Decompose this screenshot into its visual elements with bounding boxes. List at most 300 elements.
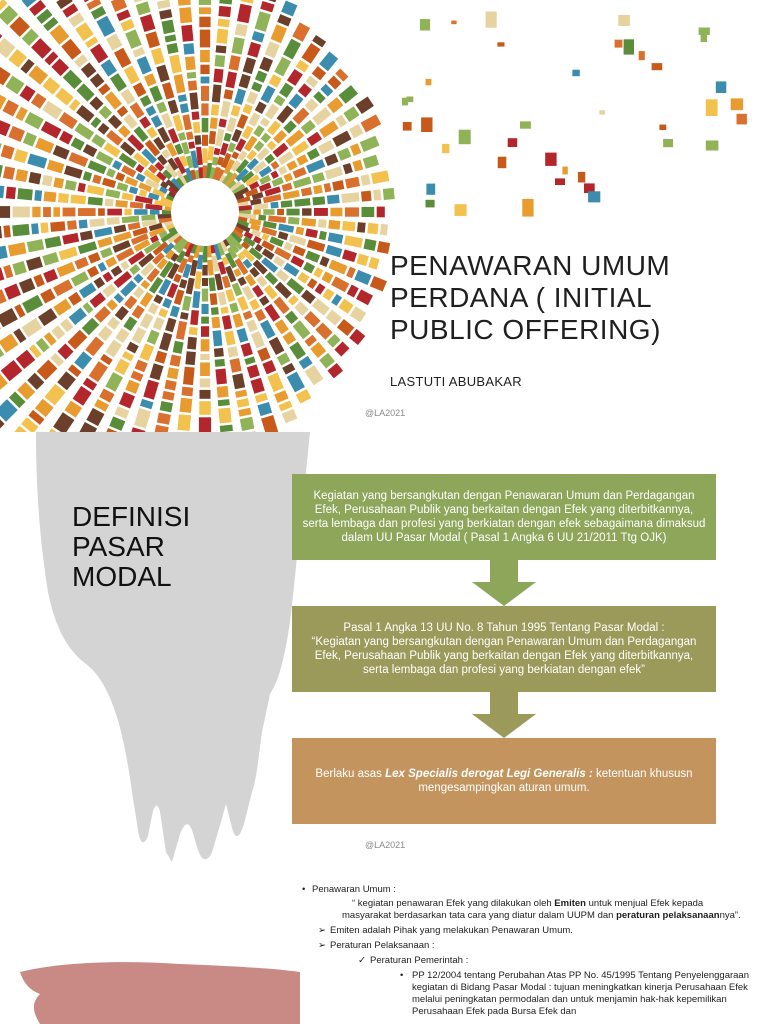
sunburst-tile: [255, 393, 268, 403]
sunburst-tile: [343, 106, 359, 122]
sunburst-tile: [301, 218, 316, 227]
sunburst-tile: [109, 416, 125, 431]
sunburst-tile: [111, 265, 123, 276]
sunburst-tile: [237, 296, 249, 311]
sunburst-tile: [321, 271, 333, 283]
sunburst-tile: [0, 267, 4, 281]
sunburst-tile: [346, 267, 356, 279]
sunburst-tile: [189, 327, 198, 335]
sunburst-tile: [301, 187, 312, 196]
sunburst-tile: [285, 311, 298, 324]
sunburst-tile: [260, 85, 275, 103]
sunburst-tile: [57, 371, 76, 390]
sunburst-tile: [338, 299, 353, 314]
sunburst-tile: [361, 191, 372, 202]
sunburst-tile: [105, 91, 122, 109]
sunburst-tile: [162, 298, 172, 309]
sunburst-tile: [79, 220, 88, 229]
sunburst-tile: [102, 284, 116, 298]
sunburst-tile: [229, 55, 241, 71]
sunburst-tile: [0, 308, 18, 327]
sunburst-tile: [114, 48, 131, 68]
sunburst-tile: [124, 209, 131, 215]
sunburst-tile: [0, 333, 19, 352]
sunburst-tile: [342, 221, 355, 231]
list-item-text: PP 12/2004 tentang Perubahan Atas PP No. 45/1995 Tentang Penyelenggaraan kegiatan di Bidang Pasar Modal : tujuan meningkatkan kinerja Perusahaan Efek melalui peningkatan permodalan dan untuk menjamin hak-hak kepemilikan Perusahaan Efek pada Bursa Efek dan: [412, 970, 749, 1017]
sunburst-tile: [0, 246, 8, 260]
sunburst-tile: [289, 234, 307, 245]
sunburst-tile: [371, 170, 389, 184]
sunburst-tile: [53, 412, 74, 432]
sunburst-tile: [350, 143, 361, 156]
sunburst-tile: [86, 408, 104, 426]
sunburst-tile: [223, 133, 231, 142]
sunburst-tile: [305, 99, 319, 113]
sunburst-tile: [29, 172, 42, 185]
sunburst-tile: [0, 185, 4, 199]
sunburst-tile: [337, 148, 351, 161]
confetti-tile: [426, 200, 435, 208]
sunburst-tile: [288, 217, 300, 225]
sunburst-tile: [361, 114, 382, 132]
section-heading: DEFINISI PASAR MODAL: [72, 501, 191, 592]
sunburst-tile: [267, 141, 277, 151]
author-name: LASTUTI ABUBAKAR: [390, 374, 522, 389]
sunburst-tile: [225, 71, 237, 88]
sunburst-tile: [246, 91, 258, 104]
sunburst-tile: [370, 276, 387, 292]
sunburst-tile: [71, 137, 85, 150]
sunburst-tile: [90, 44, 108, 64]
sunburst-tile: [158, 308, 168, 318]
sunburst-tile: [125, 380, 140, 394]
sunburst-tile: [287, 209, 300, 216]
confetti-tile: [403, 122, 412, 131]
sunburst-tile: [220, 425, 233, 432]
sunburst-tile: [183, 43, 194, 55]
sunburst-tile: [248, 113, 260, 127]
sunburst-tile: [199, 0, 211, 5]
sunburst-tile: [200, 379, 211, 388]
sunburst-tile: [262, 360, 276, 374]
sunburst-tile: [105, 372, 123, 392]
sunburst-tile: [261, 133, 271, 143]
sunburst-tile: [161, 20, 174, 35]
sunburst-tile: [140, 399, 153, 409]
sunburst-tile: [90, 117, 101, 128]
sunburst-tile: [136, 1, 151, 15]
sunburst-tile: [117, 182, 129, 191]
sunburst-tile: [269, 74, 282, 87]
sunburst-tile: [129, 186, 138, 194]
sunburst-tile: [31, 93, 47, 109]
sunburst-tile: [89, 361, 108, 382]
arrow-bullet-icon: ➢: [318, 925, 326, 936]
sunburst-tile: [122, 192, 134, 200]
sunburst-tile: [237, 328, 249, 343]
sunburst-tile: [293, 167, 307, 178]
sunburst-tile: [243, 310, 253, 319]
sunburst-tile: [258, 215, 266, 221]
sunburst-tile: [328, 232, 344, 243]
sunburst-tile: [88, 160, 107, 174]
watermark: @LA2021: [365, 840, 406, 850]
sunburst-tile: [216, 29, 228, 44]
confetti-tile: [486, 12, 497, 28]
sunburst-tile: [51, 58, 69, 76]
sunburst-tile: [22, 318, 43, 337]
sunburst-tile: [360, 136, 380, 152]
sunburst-tile: [40, 222, 48, 233]
sunburst-tile: [357, 222, 366, 233]
confetti-tile: [520, 121, 531, 128]
sunburst-tile: [187, 72, 197, 79]
sunburst-tile: [301, 43, 320, 64]
sunburst-tile: [368, 257, 379, 270]
sunburst-tile: [98, 83, 110, 95]
sunburst-tile: [125, 29, 142, 48]
sunburst-tile: [344, 235, 363, 248]
sunburst-tile: [349, 329, 365, 345]
sunburst-tile: [252, 31, 265, 43]
sunburst-tile: [130, 102, 145, 118]
confetti-tile: [599, 110, 605, 114]
sunburst-tile: [107, 217, 120, 225]
sunburst-tile: [296, 60, 309, 73]
sunburst-tile: [281, 1, 297, 17]
sunburst-tile: [89, 292, 105, 308]
sunburst-tile: [112, 160, 122, 170]
sunburst-tile: [241, 0, 257, 4]
sunburst-tile: [74, 351, 92, 369]
sunburst-tile: [250, 378, 264, 394]
confetti-tile: [588, 191, 600, 202]
sunburst-tile: [337, 319, 354, 336]
sunburst-tile: [42, 101, 62, 120]
sunburst-tile: [156, 101, 167, 113]
confetti-tile: [555, 178, 565, 185]
sunburst-tile: [108, 115, 122, 129]
sunburst-tile: [218, 408, 231, 424]
sunburst-tile: [57, 262, 76, 277]
sunburst-tile: [307, 148, 320, 160]
sunburst-tile: [332, 131, 351, 147]
sunburst-tile: [278, 401, 292, 412]
sunburst-tile: [59, 247, 78, 261]
sunburst-tile: [253, 125, 264, 137]
sunburst-tile: [135, 164, 144, 173]
sunburst-tile: [325, 166, 343, 179]
sunburst-tile: [306, 159, 325, 173]
sunburst-tile: [76, 105, 94, 123]
sunburst-tile: [141, 280, 150, 289]
sunburst-tile: [190, 310, 199, 325]
sunburst-tile: [78, 208, 96, 216]
confetti-tile: [451, 21, 456, 25]
lex-suffix: ketentuan khususn mengesampingkan aturan umum.: [418, 768, 693, 794]
sunburst-tile: [43, 269, 58, 283]
sunburst-tile: [118, 125, 131, 138]
sunburst-tile: [45, 236, 62, 248]
sunburst-tile: [140, 313, 154, 329]
confetti-tile: [706, 141, 719, 151]
sunburst-tile: [186, 278, 195, 295]
sunburst-tile: [229, 302, 239, 313]
lex-specialis-term: Lex Specialis derogat Legi Generalis :: [385, 768, 593, 780]
sunburst-tile: [140, 95, 152, 107]
definition-box-uupm: [292, 606, 716, 692]
sunburst-tile: [114, 293, 124, 303]
sunburst-tile: [116, 10, 130, 22]
sunburst-tile: [99, 106, 113, 120]
sunburst-tile: [296, 154, 308, 165]
sunburst-tile: [259, 57, 273, 72]
sunburst-tile: [107, 209, 122, 216]
sunburst-tile: [268, 215, 286, 223]
sunburst-tile: [286, 160, 297, 171]
sunburst-tile: [178, 94, 187, 102]
sunburst-tile: [324, 183, 332, 193]
sunburst-tile: [149, 85, 162, 102]
sunburst-tile: [287, 69, 303, 86]
sunburst-tile: [215, 55, 226, 67]
sunburst-tile: [3, 225, 10, 237]
sunburst-tile: [89, 218, 104, 227]
sunburst-tile: [302, 208, 311, 215]
peraturan-term: peraturan pelaksanaan: [616, 910, 720, 921]
sunburst-tile: [162, 391, 175, 401]
confetti-tile: [455, 204, 467, 216]
sunburst-tile: [362, 207, 375, 217]
slide-title: [0, 0, 768, 432]
sunburst-tile: [251, 82, 262, 93]
sunburst-tile: [192, 111, 200, 120]
watermark: @LA2021: [365, 408, 406, 418]
sunburst-tile: [301, 290, 316, 304]
sunburst-tile: [73, 386, 92, 406]
sunburst-tile: [223, 89, 233, 100]
sunburst-tile: [315, 283, 326, 294]
sunburst-tile: [61, 39, 81, 60]
sunburst-tile: [227, 346, 238, 357]
list-item-text: Emiten adalah Pihak yang melakukan Penawaran Umum.: [330, 925, 573, 936]
list-item-text: Peraturan Pemerintah :: [370, 955, 469, 966]
sunburst-tile: [199, 417, 211, 432]
sunburst-tile: [180, 312, 189, 320]
sunburst-tile: [137, 56, 152, 74]
sunburst-tile: [35, 138, 54, 154]
sunburst-tile: [312, 299, 330, 316]
confetti-tile: [659, 125, 666, 130]
sunburst-tile: [98, 208, 105, 216]
sunburst-tile: [59, 131, 73, 145]
sunburst-tile: [257, 347, 270, 361]
sunburst-tile: [178, 132, 186, 141]
sunburst-tile: [195, 271, 202, 289]
sunburst-tile: [90, 73, 105, 88]
confetti-tile: [737, 114, 747, 125]
sunburst-tile: [28, 65, 48, 84]
sunburst-tile: [60, 319, 73, 333]
sunburst-tile: [211, 307, 219, 315]
sunburst-tile: [313, 185, 323, 194]
sunburst-tile: [230, 358, 242, 373]
sunburst-tile: [148, 303, 159, 315]
sunburst-tile: [169, 55, 182, 74]
sunburst-tile: [14, 149, 28, 163]
sunburst-tile: [218, 399, 230, 406]
sunburst-tile: [0, 206, 10, 218]
sunburst-tile: [292, 22, 310, 41]
sunburst-tile: [255, 101, 267, 114]
sunburst-tile: [62, 233, 79, 245]
grey-brush-shape: [0, 432, 330, 864]
sunburst-tile: [355, 96, 373, 114]
sunburst-tile: [75, 22, 93, 41]
sunburst-tile: [367, 223, 378, 234]
sunburst-tile: [244, 356, 255, 365]
sunburst-tile: [23, 132, 37, 146]
confetti-tile: [652, 63, 663, 70]
sunburst-tile: [283, 39, 301, 60]
sunburst-tile: [135, 360, 148, 373]
sunburst-tile: [202, 304, 209, 314]
sunburst-tile: [210, 293, 218, 305]
sunburst-tile: [114, 359, 129, 375]
sunburst-tile: [53, 145, 70, 159]
sunburst-tile: [53, 299, 71, 316]
sunburst-tile: [314, 208, 328, 216]
sunburst-tile: [106, 299, 118, 311]
sunburst-tile: [237, 398, 250, 408]
sunburst-tile: [349, 124, 363, 138]
sunburst-tile: [140, 14, 155, 32]
sunburst-tile: [312, 172, 325, 183]
sunburst-tile: [270, 202, 278, 209]
sunburst-tile: [260, 320, 276, 339]
sunburst-tile: [262, 233, 270, 241]
sunburst-tile: [115, 306, 129, 320]
sunburst-tile: [41, 121, 62, 139]
sunburst-tile: [249, 299, 260, 311]
check-icon: ✓: [358, 955, 366, 966]
sunburst-tile: [58, 193, 69, 203]
sunburst-tile: [63, 70, 83, 90]
sunburst-tile: [40, 288, 55, 303]
sunburst-tile: [105, 189, 120, 198]
sunburst-tile: [295, 227, 304, 236]
sunburst-tile: [183, 367, 195, 385]
sunburst-tile: [345, 207, 359, 216]
sunburst-tile: [241, 343, 253, 357]
sunburst-tile: [180, 103, 189, 113]
sunburst-tile: [157, 412, 171, 424]
sunburst-tile: [133, 47, 146, 58]
sunburst-tile: [363, 155, 379, 169]
sunburst-tile: [292, 108, 309, 125]
sunburst-tile: [97, 237, 112, 248]
definition-text-ojk: Kegiatan yang bersangkutan dengan Penawaran Umum dan Perdagangan Efek, Perusahaan Publik yang berkaitan dengan Efek yang diterbitkannya, serta lembaga dan profesi yang berkiatan dengan efek sebagaimana dimaksud dalam UU Pasar Modal ( Pasal 1 Angka 6 UU 21/2011 Ttg OJK): [302, 490, 706, 544]
sunburst-tile: [8, 242, 27, 256]
sunburst-tile: [215, 359, 225, 367]
sunburst-tile: [170, 305, 180, 317]
sunburst-tile: [318, 140, 334, 154]
sunburst-tile: [279, 83, 294, 98]
bullet-dot-icon: •: [400, 970, 404, 981]
sunburst-tile: [69, 308, 87, 325]
quote-part: “ kegiatan penawaran Efek yang dilakukan oleh: [352, 898, 555, 909]
sunburst-tile: [243, 57, 256, 74]
sunburst-tile: [288, 295, 299, 306]
sunburst-tile: [25, 112, 44, 129]
sunburst-tile: [37, 360, 58, 381]
sunburst-tile: [64, 165, 83, 178]
sunburst-tile: [188, 141, 195, 149]
arrow-down-icon: [472, 560, 536, 606]
definition-quote-uupm: “Kegiatan yang bersangkutan dengan Penawaran Umum dan Perdagangan Efek, Perusahaan Publik yang berkaitan dengan Efek yang diterbitkannya, serta lembaga dan profesi yang berkiatan dengan efek”: [311, 636, 697, 676]
sunburst-tile: [277, 353, 290, 366]
sunburst-tile: [192, 291, 200, 308]
sunburst-tile: [282, 409, 298, 423]
confetti-tile: [699, 28, 710, 35]
sunburst-tile: [238, 150, 248, 161]
sunburst-tile: [74, 257, 88, 270]
sunburst-tile: [126, 342, 138, 354]
sunburst-tile: [278, 224, 294, 233]
sunburst-tile: [132, 305, 145, 319]
sunburst-tile: [92, 174, 102, 184]
sunburst-tile: [211, 104, 219, 115]
sunburst-tile: [88, 197, 103, 206]
sunburst-tile: [247, 42, 261, 58]
confetti-tile: [618, 15, 630, 26]
sunburst-tile: [232, 313, 243, 328]
sunburst-tile: [134, 408, 151, 429]
sunburst-tile: [324, 153, 338, 166]
sunburst-tile: [8, 126, 25, 142]
sunburst-tile: [373, 189, 381, 200]
sunburst-tile: [107, 317, 120, 330]
sunburst-tile: [17, 188, 33, 200]
sunburst-tile: [162, 82, 174, 99]
sunburst-tile: [81, 62, 97, 78]
sunburst-tile: [67, 330, 87, 350]
sunburst-tile: [271, 161, 280, 170]
sunburst-tile: [161, 113, 173, 129]
sunburst-tile: [325, 245, 342, 258]
sunburst-tile: [202, 135, 208, 146]
sunburst-tile: [114, 406, 129, 419]
sunburst-tile: [200, 390, 211, 399]
sunburst-tile: [19, 278, 35, 294]
sunburst-tile: [43, 207, 51, 217]
sunburst-tile: [200, 30, 210, 48]
sunburst-tile: [305, 335, 317, 347]
sunburst-tile: [214, 148, 221, 155]
sunburst-tile: [283, 120, 296, 133]
sunburst-tile: [263, 209, 274, 215]
quote-paragraph: [342, 898, 752, 922]
sunburst-tile: [246, 319, 258, 332]
sunburst-tile: [106, 34, 122, 51]
sunburst-tile: [274, 95, 286, 106]
sunburst-tile: [71, 271, 89, 286]
sunburst-tile: [347, 285, 359, 298]
confetti-tile: [498, 157, 507, 169]
sunburst-tile: [83, 171, 93, 181]
sunburst-tile: [159, 332, 172, 351]
confetti-tile: [572, 70, 579, 77]
